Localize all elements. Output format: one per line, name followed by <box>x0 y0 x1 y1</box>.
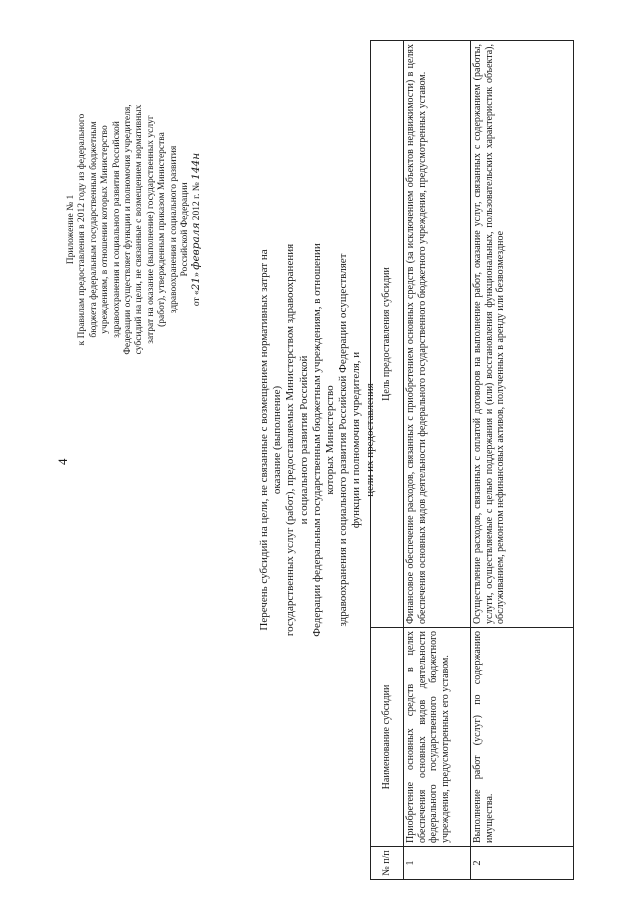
annex-line: затрат на оказание (выполнение) государственных услуг <box>145 115 156 344</box>
row-name: Выполнение работ (услуг) по содержанию имущества. <box>471 628 574 847</box>
annex-line: здравоохранения и социального развития Российской <box>111 121 122 338</box>
date-prefix: от « <box>192 290 203 307</box>
document-title <box>258 240 377 640</box>
title-line: цели их предоставления <box>363 383 376 497</box>
row-number: 2 <box>471 847 574 880</box>
table-row <box>471 41 574 880</box>
annex-line: здравоохранения и социального развития <box>168 145 179 314</box>
header-goal: Цель предоставления субсидии <box>371 41 404 628</box>
handwritten-order-number: 144н <box>190 152 203 180</box>
header-number: № п/п <box>371 847 404 880</box>
header-name: Наименование субсидии <box>371 628 404 847</box>
annex-line: учреждениям, в отношении которых Министерство <box>100 125 111 334</box>
title-line: Федерации федеральным государственным бюджетным учреждениям, в отношении которых Министерство <box>310 243 337 637</box>
page-number: 4 <box>55 458 70 465</box>
handwritten-month: февраля <box>190 222 203 270</box>
annex-heading: Приложение № 1 <box>66 194 76 265</box>
table-row <box>404 41 471 880</box>
annex-line: (работ), утвержденным приказом Министерства <box>157 132 168 327</box>
row-number: 1 <box>404 847 471 880</box>
annex-line: Российской Федерации <box>180 182 191 277</box>
annex-date-line <box>191 102 203 357</box>
date-mid: » <box>192 269 203 277</box>
row-goal: Осуществление расходов, связанных с оплатой договоров на выполнение работ, оказание услуг, связанных с содержанием (работы, услуги, осуществляемые с целью поддержания и (или) восстановления функциональных, пользовательских характеристик объекта), обслуживанием, ремонтом нефинансовых активов, полученных в аренду или безвозмездное <box>471 41 574 628</box>
title-line: государственных услуг (работ), предоставляемых Министерством здравоохранения и социального развития Российской <box>284 243 310 637</box>
annex-block <box>66 102 204 357</box>
title-line: здравоохранения и социального развития Российской Федерации осуществляет функции и полномочия учредителя, и <box>337 253 363 627</box>
table-header-row <box>371 41 404 880</box>
annex-line: субсидий на цели, не связанные с возмещением нормативных <box>134 104 145 355</box>
title-line: Перечень субсидий на цели, не связанные с возмещением нормативных затрат на оказание (выполнение) <box>258 249 284 631</box>
annex-line: бюджета федеральным государственным бюджетным <box>88 121 99 338</box>
annex-line: Федерации осуществляет функции и полномочия учредителя, <box>123 104 134 355</box>
subsidy-table <box>370 40 574 880</box>
annex-line: к Правилам предоставления в 2012 году из федерального <box>77 113 88 346</box>
date-year: 2012 г. № <box>192 179 203 223</box>
row-name: Приобретение основных средств в целях обеспечения основных видов деятельности федерального государственного бюджетного учреждения, предусмотренных его уставом. <box>404 628 471 847</box>
handwritten-day: 21 <box>190 276 203 291</box>
row-goal: Финансовое обеспечение расходов, связанных с приобретением основных средств (за исключением объектов недвижимости) в целях обеспечения основных видов деятельности федерального государственного бюджетного учреждения, предусмотренных уставом. <box>404 41 471 628</box>
